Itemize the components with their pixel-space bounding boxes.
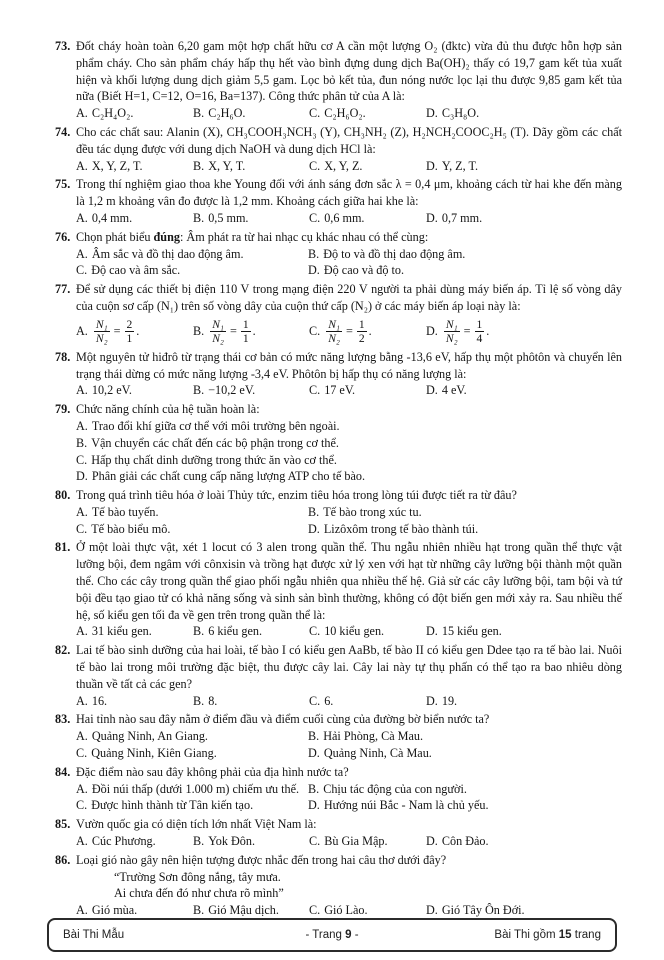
question-text-segment: Trong quá trình tiêu hóa ở loài Thủy tức, enzim tiêu hóa trong lòng túi được tiết ra từ đâu? [76,488,517,503]
question-text [76,764,622,781]
option-label: B. [193,210,205,225]
option [76,468,622,485]
option-text: Hải Phòng, Cà Mau. [323,729,424,744]
option-text: Quảng Ninh, Kiên Giang. [91,746,217,761]
option [309,833,426,850]
option [308,504,622,521]
option [309,105,426,122]
question-number: 80. [55,488,71,503]
option [76,797,308,814]
option [76,504,308,521]
equals-sign: = [463,323,471,338]
option [426,158,622,175]
option-text: Được hình thành từ Tân kiến tạo. [91,798,254,813]
option [309,623,426,640]
option-label: B. [193,106,205,121]
option-text: Y, Z, T. [441,158,479,173]
option-text: Hấp thụ chất dinh dưỡng trong thức ăn vào cơ thể. [91,452,337,467]
option [426,693,622,710]
question-number: 82. [55,643,71,658]
question-text [76,229,622,246]
option-label: A. [76,781,88,796]
option [193,623,309,640]
option-label: B. [193,903,205,918]
footer-page-number: 9 [345,928,352,941]
fraction [475,318,485,345]
option-text: 17 eV. [324,383,356,398]
question-text [76,401,622,418]
footer-count-number: 15 [558,928,572,941]
footer-doc-title: Bài Thi Mẫu [63,928,125,941]
option-text: Độ to và đồ thị dao động âm. [323,246,466,261]
option-label: B. [193,158,205,173]
option [76,382,193,399]
option-text: X, Y, Z, T. [91,158,143,173]
question-number: 83. [55,712,71,727]
question-text [76,349,622,383]
option [309,902,426,919]
question-item [55,711,622,761]
option [308,797,622,814]
option-text: Côn Đảo. [441,834,489,849]
option-label: A. [76,323,88,338]
option-label: A. [76,383,88,398]
question-text-segment: Vườn quốc gia có diện tích lớn nhất Việt Nam là: [76,817,317,832]
option [193,210,309,227]
question-text-segment: Loại gió nào gây nên hiện tượng được nhắc đến trong hai câu thơ dưới đây? [76,852,447,867]
option [426,833,622,850]
option-text: Tế bào biểu mô. [91,521,171,536]
option [426,318,622,345]
option [309,158,426,175]
option-text: −10,2 eV. [208,383,256,398]
question-text-segment: Một nguyên tử hiđrô từ trạng thái cơ bản có mức năng lượng bằng -13,6 eV, hấp thụ một phôtôn và chuyển lên trạng thái dừng có mức năng lượng -3,4 eV. Phôtôn bị hấp thụ có năng lượng là: [76,349,622,381]
option-text: Chịu tác động của con người. [323,781,467,796]
question-text [76,487,622,504]
question-text [76,176,622,210]
option [193,318,309,345]
option [76,728,308,745]
option-label: A. [76,729,88,744]
question-text [76,281,622,315]
option [309,382,426,399]
fraction-numerator: N₁ [328,317,340,331]
question-text-segment: Cho các chất sau: Alanin (X), CH₃COOH₃NCH₃ (Y), CH₃NH₂ (Z), H₂NCH₂COOC₂H₅ (T). Dãy gồm các chất đều tác dụng được với dung dịch NaOH và dung dịch HCl là: [76,124,622,156]
option-label: C. [76,798,88,813]
option-text: 8. [208,693,218,708]
option-label: D. [308,798,320,813]
option-text: Phân giải các chất cung cấp năng lượng ATP cho tế bào. [91,469,366,484]
option-label: C. [309,323,321,338]
option-text: Độ cao và âm sắc. [91,263,181,278]
poem-line: Ai chưa đến đó như chưa rõ mình” [114,886,284,901]
question-number: 76. [55,229,71,244]
footer-page-indicator [242,927,421,944]
option-label: D. [308,263,320,278]
option-text: Yok Đôn. [208,834,256,849]
option-label: C. [309,106,321,121]
fraction [125,318,135,345]
options-row [76,504,622,538]
footer-page-post: - [351,928,359,941]
question-item [55,852,622,919]
option-text: Gió mùa. [91,903,138,918]
question-number: 81. [55,540,71,555]
question-text-segment: Trong thí nghiệm giao thoa khe Young đối với ánh sáng đơn sắc λ = 0,4 μm, khoảng cách từ hai khe đến màng là 1,2 m khoảng vân đo được là 1,2 mm. Khoảng cách giữa hai khe là: [76,177,622,209]
equals-sign: = [113,323,121,338]
option-text: 0,6 mm. [324,210,365,225]
option-label: A. [76,106,88,121]
footer-count-pre: Bài Thi gồm [494,928,559,941]
option-label: A. [76,834,88,849]
fraction [241,318,251,345]
option [193,105,309,122]
option [193,693,309,710]
option-label: D. [426,624,438,639]
question-number: 73. [55,39,71,53]
question-text-segment: Đốt cháy hoàn toàn 6,20 gam một hợp chất hữu cơ A cần một lượng O₂ (đktc) vừa đủ thu được hỗn hợp sản phẩm cháy. Cho sản phẩm cháy hấp thụ hết vào bình đựng dung dịch Ba(OH)₂ thấy có 19,7 gam kết tủa xuất hiện và khối lượng dung dịch giảm 5,5 gam. Lọc bỏ kết tủa, đun nóng nước lọc lại thu được 9,85 gam kết tủa nữa (Biết H=1, C=12, O=16, Ba=137). Công thức phân tử của A là: [76,39,622,104]
option [309,693,426,710]
option-label: B. [308,781,320,796]
option-text: 0,5 mm. [208,210,249,225]
option [76,158,193,175]
question-text-segment: Lai tế bào sinh dưỡng của hai loài, tế bào I có kiểu gen AaBb, tế bào II có kiểu gen Ddee tạo ra tế bào lai. Nuôi tế bào lai trong môi trường đặc biệt, thu được cây lai. Cây lai này tự thụ phấn có thể tạo ra bao nhiêu dòng thuần về tất cả các gen? [76,643,622,691]
option [76,902,193,919]
question-text [76,38,622,105]
option [426,210,622,227]
options-row [76,210,622,227]
option [76,693,193,710]
option [193,158,309,175]
option-text: Lizôxôm trong tế bào thành túi. [323,521,479,536]
question-item [55,642,622,709]
option [76,781,308,798]
option [76,521,308,538]
question-item [55,816,622,850]
option-label: C. [309,383,321,398]
option-label: D. [426,693,438,708]
option-label: C. [309,624,321,639]
option-label: C. [76,452,88,467]
fraction [94,318,110,345]
fraction-denominator: 1 [126,331,133,345]
option-text: Trao đổi khí giữa cơ thể với môi trường bên ngoài. [91,418,340,433]
option-text: Đồi núi thấp (dưới 1.000 m) chiếm ưu thế. [91,781,300,796]
option-period: . [136,323,140,338]
question-item [55,401,622,485]
option-text: 10,2 eV. [91,383,132,398]
option-text: Bù Gia Mập. [324,834,388,849]
question-number: 84. [55,764,71,779]
question-item [55,176,622,226]
fraction-numerator: 1 [358,317,365,331]
option-label: D. [426,383,438,398]
option-label: A. [76,418,88,433]
option-text: 10 kiểu gen. [324,624,385,639]
option [76,745,308,762]
question-item [55,229,622,279]
question-number: 85. [55,817,71,832]
option-text: 31 kiểu gen. [91,624,152,639]
option [426,105,622,122]
option-label: B. [308,246,320,261]
option-text: 16. [91,693,108,708]
options-row [76,833,622,850]
option [426,382,622,399]
option [76,833,193,850]
option [193,382,309,399]
option-text: 0,4 mm. [91,210,133,225]
option-label: B. [308,729,320,744]
option-label: A. [76,903,88,918]
option-label: C. [76,521,88,536]
option-label: D. [426,834,438,849]
option-text: 0,7 mm. [441,210,483,225]
question-text-segment: Để sử dụng các thiết bị điện 110 V trong mạng điện 220 V người ta phải dùng máy biến áp. Tỉ lệ số vòng dây của cuộn sơ cấp (N₁) trên số vòng dây của cuộn thứ cấp (N₂) ở các máy biến áp loại này là: [76,282,622,313]
option-label: A. [76,210,88,225]
option-label: A. [76,504,88,519]
fraction-denominator: N₂ [212,331,224,345]
option [308,521,622,538]
option-label: B. [76,435,88,450]
option-text: 4 eV. [441,383,467,398]
question-text-segment: Ở một loài thực vật, xét 1 locut có 3 alen trong quần thể. Thu ngẫu nhiên nhiều hạt trong quần thể thực vật lưỡng bội, đem ngâm với cônxisin và trồng hạt được xử lý xen với hạt từ những cây lưỡng bội thành một quần thể. Cho các cây trong quần thể giao phối ngẫu nhiên qua nhiều thế hệ. Giả sử các cây lưỡng bội, tam bội và tứ bội đều tạo giao tử có khả năng sống và sinh sản bình thường, không có đột biến gen mới xảy ra. Sau nhiều thế hệ, số kiểu gen tối đa về gen trên trong quần thể là: [76,540,622,622]
fraction-numerator: N₁ [95,317,108,331]
option-label: D. [308,746,320,761]
option-text: Quảng Ninh, Cà Mau. [323,746,432,761]
option [308,728,622,745]
option-period: . [252,323,256,338]
option-period: . [486,323,490,338]
options-row [76,902,622,919]
option [76,262,308,279]
options-row [76,728,622,762]
option [76,246,308,263]
question-text-segment: Đặc điểm nào sau đây không phải của địa hình nước ta? [76,764,349,779]
option-text: 6 kiểu gen. [208,624,263,639]
options-row [76,246,622,280]
page-footer [47,918,617,952]
option [308,781,622,798]
option-label: C. [309,693,321,708]
option-label: C. [309,903,321,918]
option-text: Quảng Ninh, An Giang. [91,729,208,744]
option-label: B. [308,504,320,519]
question-number: 86. [55,852,71,867]
fraction-denominator: N₂ [445,331,458,345]
questions-list [55,38,622,919]
option-text: 15 kiểu gen. [441,624,502,639]
footer-page-pre: - Trang [305,928,346,941]
equals-sign: = [345,323,353,338]
fraction-denominator: 4 [476,331,483,345]
option-text: 19. [441,693,458,708]
equals-sign: = [229,323,237,338]
question-text [76,816,622,833]
option-label: B. [193,383,205,398]
option-text: X, Y, T. [208,158,246,173]
option-label: C. [309,834,321,849]
option-label: D. [426,903,438,918]
option-label: C. [76,746,88,761]
fraction-numerator: N₁ [212,317,224,331]
question-item [55,349,622,399]
question-item [55,539,622,640]
option-label: B. [193,693,205,708]
option-label: D. [308,521,320,536]
option [76,418,622,435]
option-text: Âm sắc và đồ thị dao động âm. [91,246,244,261]
option [308,246,622,263]
option-label: C. [309,210,321,225]
question-number: 79. [55,402,71,417]
option [193,833,309,850]
option-text: Gió Mậu dịch. [208,903,279,918]
fraction-numerator: 1 [242,317,249,331]
option-label: D. [426,158,438,173]
options-row [76,781,622,815]
option-label: A. [76,246,88,261]
option-label: D. [426,323,438,338]
question-item [55,38,622,122]
options-row [76,105,622,122]
option [426,902,622,919]
option-text: 6. [324,693,334,708]
question-item [55,281,622,347]
option [76,210,193,227]
option-label: B. [193,323,205,338]
option-label: C. [76,263,88,278]
option-text: Cúc Phương. [91,834,156,849]
option-text: Hướng núi Bắc - Nam là chủ yếu. [323,798,489,813]
poem-line: “Trường Sơn đông nắng, tây mưa. [114,869,281,884]
fraction-numerator: 2 [126,317,133,331]
question-number: 74. [55,124,71,139]
options-row [76,315,622,347]
option-period: . [368,323,372,338]
question-number: 78. [55,349,71,364]
option [76,435,622,452]
options-row [76,623,622,640]
fraction [326,318,342,345]
question-text-segment: : Âm phát ra từ hai nhạc cụ khác nhau có thể cùng: [179,229,429,244]
question-text [76,124,622,158]
question-text [76,539,622,623]
option-text: Tế bào trong xúc tu. [323,504,422,519]
option [426,623,622,640]
fraction-denominator: N₂ [95,331,108,345]
footer-page-count [422,927,601,944]
question-item [55,764,622,814]
option [193,902,309,919]
fraction-numerator: N₁ [445,317,458,331]
question-text-segment: Hai tỉnh nào sau đây nằm ở điểm đầu và điểm cuối cùng của đường bờ biển nước ta? [76,712,490,727]
option-text: X, Y, Z. [324,158,363,173]
option-text: C₃H₈O. [441,106,480,121]
question-text [76,852,622,869]
option [308,262,622,279]
options-row [76,382,622,399]
option-label: D. [76,469,88,484]
footer-count-post: trang [571,928,601,941]
question-text-segment: đúng [153,229,180,244]
option-text: Gió Lào. [324,903,368,918]
option-label: C. [309,158,321,173]
option-label: A. [76,693,88,708]
option-text: Vận chuyển các chất đến các bộ phận trong cơ thể. [91,435,339,450]
question-text-segment: Chức năng chính của hệ tuần hoàn là: [76,402,260,417]
option-label: D. [426,210,438,225]
fraction [444,318,460,345]
option [309,318,426,345]
fraction-denominator: N₂ [328,331,340,345]
question-number: 77. [55,282,71,297]
question-text [76,642,622,692]
question-text [76,711,622,728]
option-label: A. [76,624,88,639]
question-item [55,124,622,174]
options-row [76,158,622,175]
option-text: Độ cao và độ to. [323,263,405,278]
option [76,318,193,345]
question-item [55,487,622,537]
option-text: Gió Tây Ôn Đới. [441,903,525,918]
options-row [76,418,622,485]
fraction-numerator: 1 [476,317,483,331]
option-text: C₂H₆O. [208,106,246,121]
fraction [210,318,226,345]
option [76,452,622,469]
option [76,623,193,640]
fraction-denominator: 2 [358,331,365,345]
fraction [357,318,367,345]
question-number: 75. [55,177,71,192]
option [309,210,426,227]
question-text-segment: Chọn phát biểu [76,229,154,244]
option-text: C₂H₄O₂. [91,106,134,121]
options-row [76,693,622,710]
fraction-denominator: 1 [242,331,249,345]
option-label: D. [426,106,438,121]
option [76,105,193,122]
option [308,745,622,762]
option-text: Tế bào tuyến. [91,504,159,519]
option-label: B. [193,834,205,849]
option-label: A. [76,158,88,173]
option-label: B. [193,624,205,639]
option-text: C₂H₆O₂. [324,106,366,121]
